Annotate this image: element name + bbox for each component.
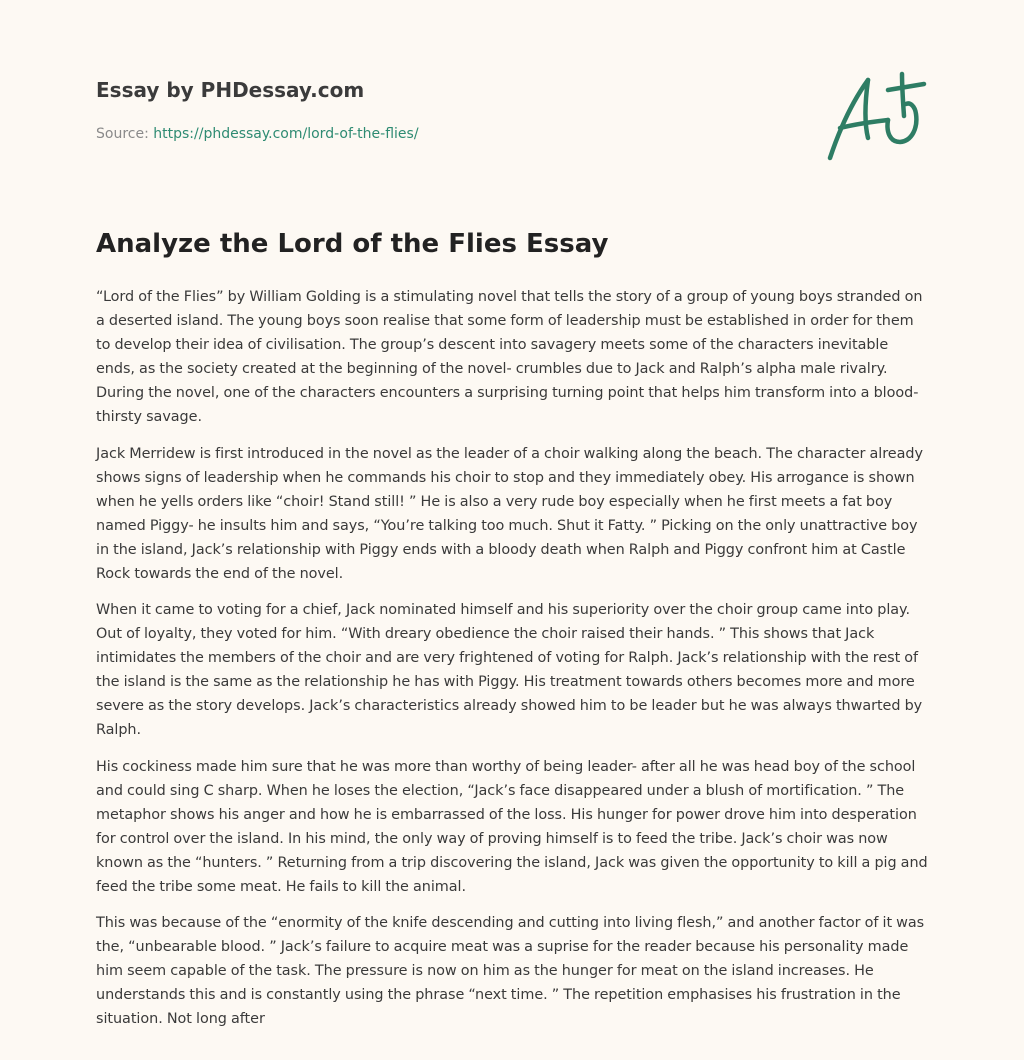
page-header xyxy=(96,76,796,144)
site-brand: Essay by PHDessay.com xyxy=(96,78,365,102)
source-link[interactable]: https://phdessay.com/lord-of-the-flies/ xyxy=(153,126,419,142)
essay-paragraph: When it came to voting for a chief, Jack nominated himself and his superiority over the choir group came into play. Out of loyalty, they voted for him. “With dreary obedience the choir raised their hands. ” This shows that Jack intimidates the members of the choir and are very frightened of voting for Ralph. Jack’s relationship with the rest of the island is the same as the relationship he has with Piggy. His treatment towards others becomes more and more severe as the story develops. Jack’s characteristics already showed him to be leader but he was always thwarted by Ralph. xyxy=(96,602,923,739)
essay-paragraph: “Lord of the Flies” by William Golding is a stimulating novel that tells the story of a group of young boys stranded on a deserted island. The young boys soon realise that some form of leadership must be established in order for them to develop their idea of civilisation. The group’s descent into savagery meets some of the characters inevitable ends, as the society created at the beginning of the novel- crumbles due to Jack and Ralph’s alpha male rivalry. During the novel, one of the characters encounters a surprising turning point that helps him transform into a blood-thirsty savage. xyxy=(96,289,923,425)
essay-paragraph: Jack Merridew is first introduced in the novel as the leader of a choir walking along the beach. The character already shows signs of leadership when he commands his choir to stop and they immediately obey. His arrogance is shown when he yells orders like “choir! Stand still! ” He is also a very rude boy especially when he first meets a fat boy named Piggy- he insults him and says, “You’re talking too much. Shut it Fatty. ” Picking on the only unattractive boy in the island, Jack’s relationship with Piggy ends with a bloody death when Ralph and Piggy confront him at Castle Rock towards the end of the novel. xyxy=(96,445,923,582)
essay-paragraph: This was because of the “enormity of the knife descending and cutting into living flesh,” and another factor of it was the, “unbearable blood. ” Jack’s failure to acquire meat was a suprise for the reader because his personality made him seem capable of the task. The pressure is now on him as the hunger for meat on the island increases. He understands this and is constantly using the phrase “next time. ” The repetition emphasises his frustration in the situation. Not long after xyxy=(96,915,925,1028)
source-label: Source: xyxy=(96,126,154,142)
essay-body xyxy=(96,285,928,1044)
essay-title: Analyze the Lord of the Flies Essay xyxy=(96,229,609,259)
source-line xyxy=(96,124,796,144)
a-plus-icon xyxy=(818,66,930,166)
essay-paragraph: His cockiness made him sure that he was more than worthy of being leader- after all he was head boy of the school and could sing C sharp. When he loses the election, “Jack’s face disappeared under a blush of mortification. ” The metaphor shows his anger and how he is embarrassed of the loss. His hunger for power drove him into desperation for control over the island. In his mind, the only way of proving himself is to feed the tribe. Jack’s choir was now known as the “hunters. ” Returning from a trip discovering the island, Jack was given the opportunity to kill a pig and feed the tribe some meat. He fails to kill the animal. xyxy=(96,758,928,895)
